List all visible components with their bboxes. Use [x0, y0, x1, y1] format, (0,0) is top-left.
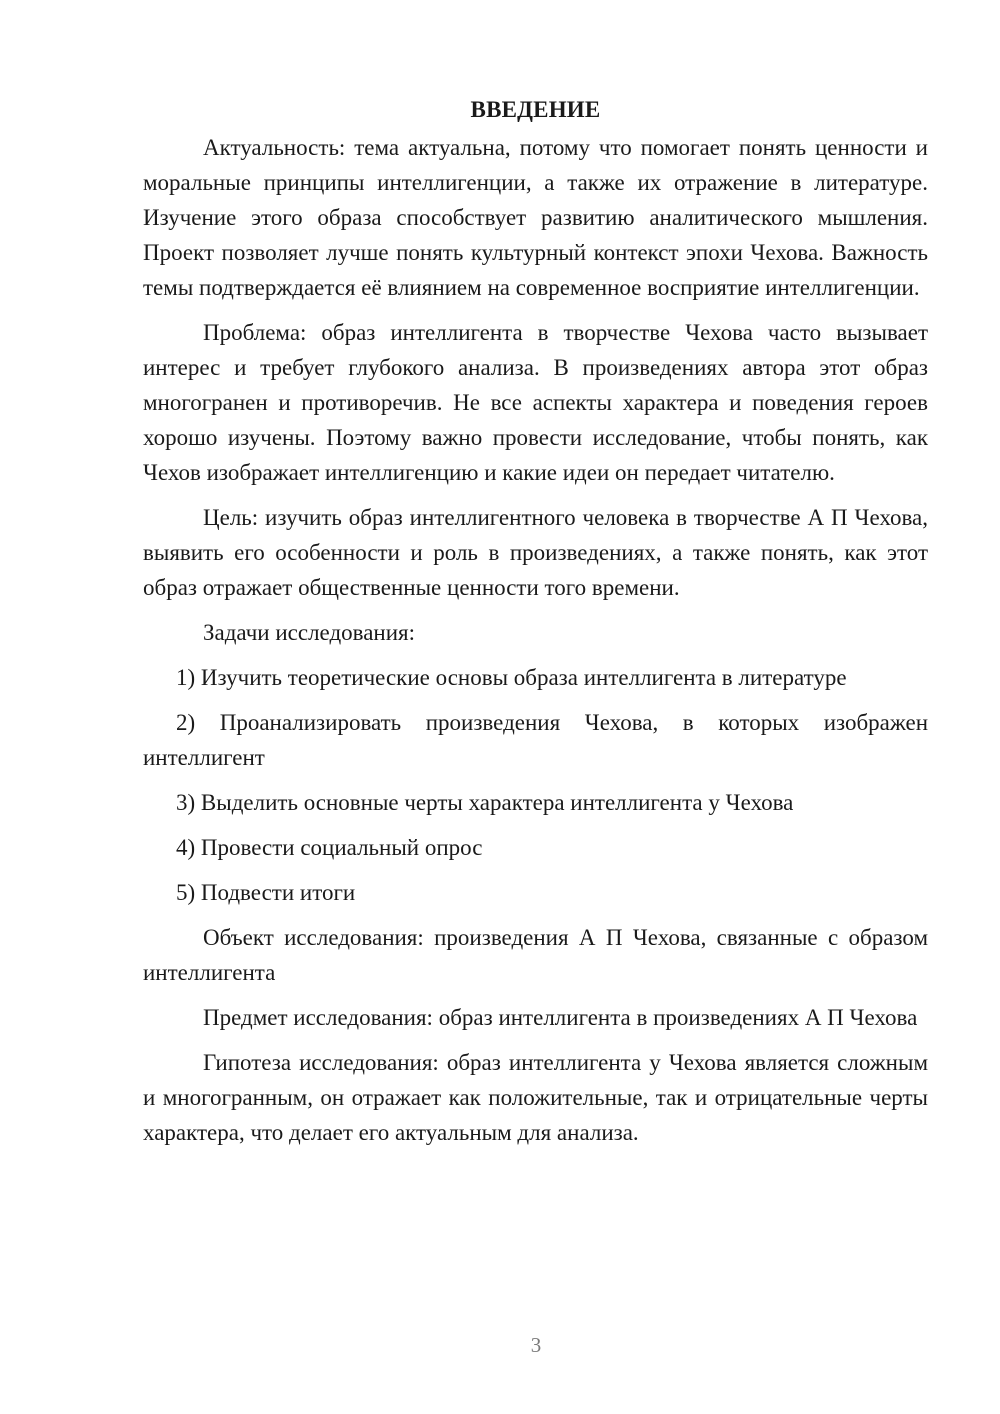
goal-paragraph: Цель: изучить образ интеллигентного человека в творчестве А П Чехова, выявить его особенности и роль в произведениях, а также понять, как этот образ отражает общественные ценности того времени. — [143, 505, 928, 600]
object-paragraph: Объект исследования: произведения А П Чехова, связанные с образом интеллигента — [143, 925, 928, 985]
task-item-5: 5) Подвести итоги — [176, 880, 356, 905]
page-title: ВВЕДЕНИЕ — [470, 97, 601, 122]
task-item-2: 2) Проанализировать произведения Чехова, в которых изображен интеллигент — [143, 710, 928, 770]
problem-paragraph: Проблема: образ интеллигента в творчестве Чехова часто вызывает интерес и требует глубокого анализа. В произведениях автора этот образ многогранен и противоречив. Не все аспекты характера и поведения героев хорошо изучены. Поэтому важно провести исследование, чтобы понять, как Чехов изображает интеллигенцию и какие идеи он передает читателю. — [143, 320, 928, 485]
subject-paragraph: Предмет исследования: образ интеллигента в произведениях А П Чехова — [203, 1005, 918, 1030]
page-number: 3 — [530, 1333, 542, 1357]
task-item-3: 3) Выделить основные черты характера интеллигента у Чехова — [176, 790, 794, 815]
hypothesis-paragraph: Гипотеза исследования: образ интеллигента у Чехова является сложным и многогранным, он отражает как положительные, так и отрицательные черты характера, что делает его актуальным для анализа. — [143, 1050, 928, 1145]
tasks-heading: Задачи исследования: — [203, 620, 416, 645]
task-item-4: 4) Провести социальный опрос — [176, 835, 483, 860]
task-item-1: 1) Изучить теоретические основы образа интеллигента в литературе — [176, 665, 847, 690]
page-content — [143, 92, 928, 1160]
relevance-paragraph: Актуальность: тема актуальна, потому что помогает понять ценности и моральные принципы интеллигенции, а также их отражение в литературе. Изучение этого образа способствует развитию аналитического мышления. Проект позволяет лучше понять культурный контекст эпохи Чехова. Важность темы подтверждается её влиянием на современное восприятие интеллигенции. — [143, 135, 928, 300]
